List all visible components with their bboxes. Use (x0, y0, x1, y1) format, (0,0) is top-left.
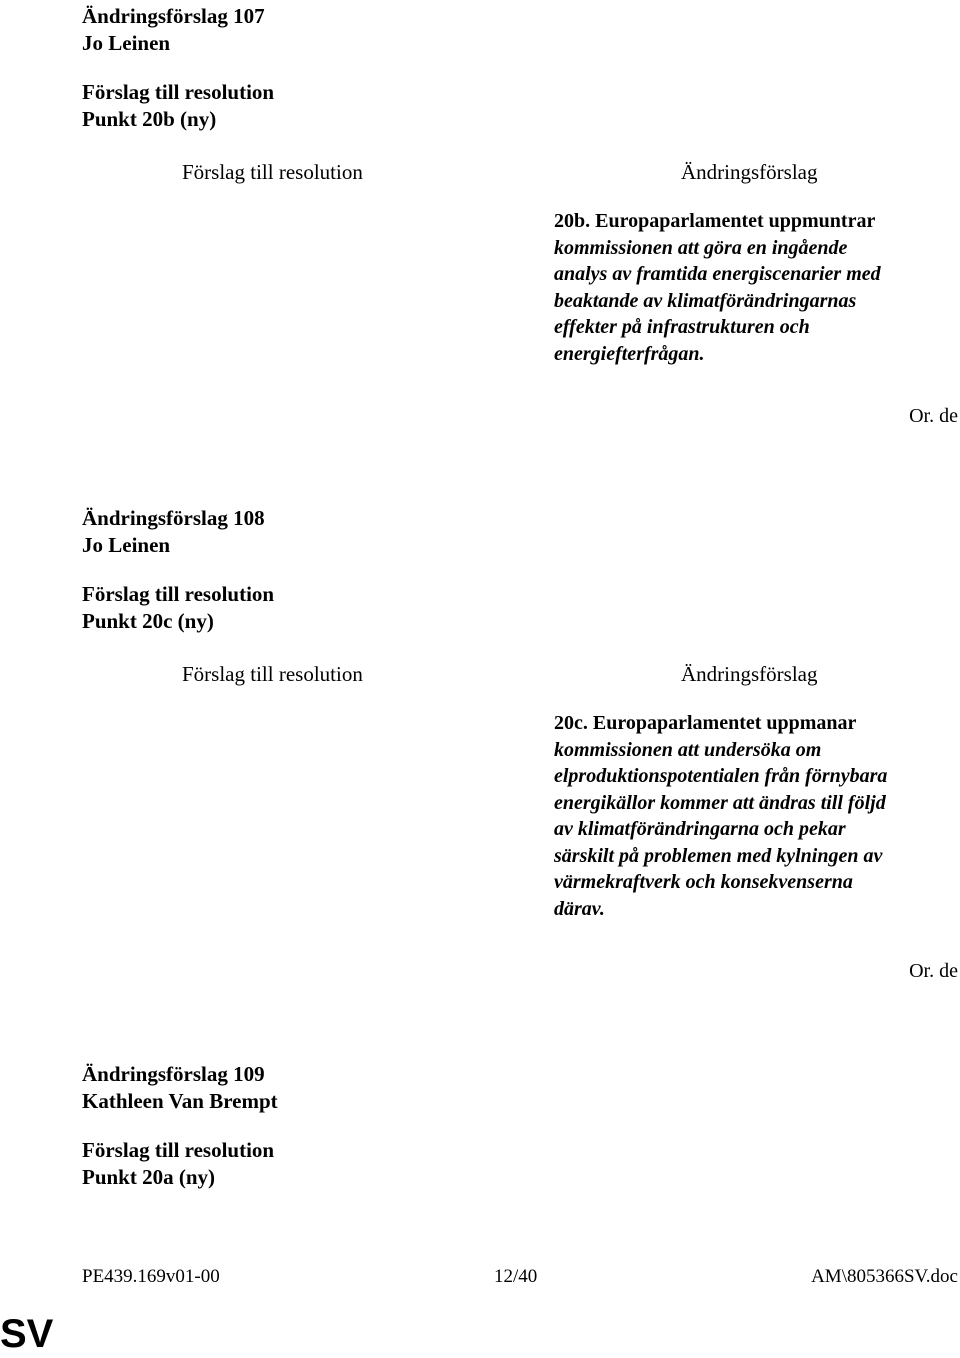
amendment-108-col-left-heading: Förslag till resolution (182, 662, 363, 686)
amendment-109-document: Förslag till resolution (82, 1138, 275, 1162)
footer-reference: PE439.169v01-00 (82, 1266, 220, 1287)
amendment-107-point: Punkt 20b (ny) (82, 107, 217, 131)
amendment-108-original-language: Or. de (909, 960, 958, 982)
amendment-107-text-line: analys av framtida energiscenarier med (554, 263, 881, 285)
amendment-108-text-line: kommissionen att undersöka om (554, 738, 822, 761)
amendment-107-text (554, 208, 954, 367)
amendment-108-number: Ändringsförslag 108 (82, 506, 265, 530)
amendment-109-author: Kathleen Van Brempt (82, 1089, 278, 1113)
amendment-107-text-line: energiefterfrågan. (554, 342, 705, 365)
amendment-108-document: Förslag till resolution (82, 582, 275, 606)
amendment-108-point: Punkt 20c (ny) (82, 609, 214, 633)
amendment-108-text-line: av klimatförändringarna och pekar (554, 818, 846, 840)
amendment-108-text-line: därav. (554, 897, 605, 920)
language-code: SV (0, 1312, 54, 1356)
amendment-109-number: Ändringsförslag 109 (82, 1062, 265, 1086)
amendment-107-col-left-heading: Förslag till resolution (182, 160, 363, 184)
amendment-109-point: Punkt 20a (ny) (82, 1165, 216, 1189)
amendment-107-col-right-heading: Ändringsförslag (681, 160, 818, 184)
amendment-108-text (554, 710, 954, 922)
footer-page-number: 12/40 (494, 1266, 538, 1287)
amendment-108-author: Jo Leinen (82, 533, 171, 557)
amendment-108-text-lead: 20c. Europaparlamentet uppmanar (554, 712, 857, 734)
footer-filename: AM\805366SV.doc (811, 1266, 958, 1287)
amendment-107-author: Jo Leinen (82, 31, 171, 55)
amendment-107-text-line: kommissionen att göra en ingående (554, 236, 848, 259)
amendment-108-col-right-heading: Ändringsförslag (681, 662, 818, 686)
amendment-107-text-lead: 20b. Europaparlamentet uppmuntrar (554, 210, 876, 232)
amendment-107-number: Ändringsförslag 107 (82, 4, 265, 28)
amendment-107-text-line: beaktande av klimatförändringarnas (554, 289, 857, 312)
amendment-107-document: Förslag till resolution (82, 80, 275, 104)
amendment-108-text-line: särskilt på problemen med kylningen av (554, 844, 883, 867)
amendment-107-text-line: effekter på infrastrukturen och (554, 316, 810, 338)
amendment-108-text-line: elproduktionspotentialen från förnybara (554, 765, 888, 787)
amendment-108-text-line: energikällor kommer att ändras till följd (554, 791, 886, 814)
amendment-107-original-language: Or. de (909, 405, 958, 427)
amendment-108-text-line: värmekraftverk och konsekvenserna (554, 871, 853, 893)
